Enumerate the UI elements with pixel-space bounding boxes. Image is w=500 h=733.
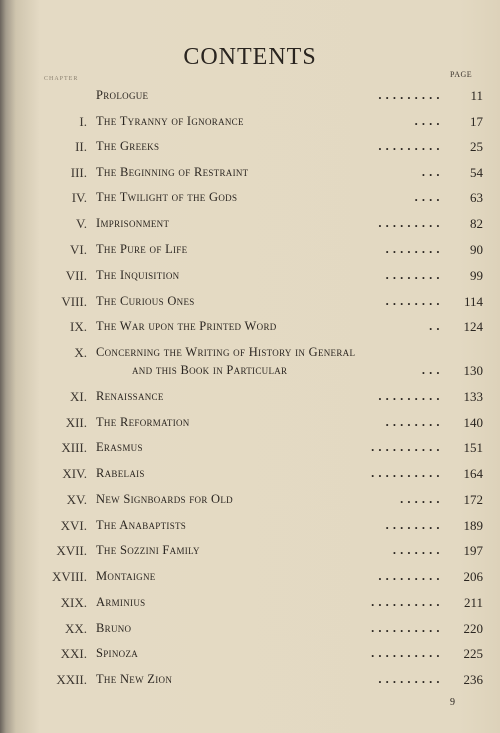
chapter-title: Imprisonment [96, 216, 170, 230]
chapter-number: XXI. [60, 646, 87, 661]
dot-leader: . . . . . . . . . . [371, 440, 440, 454]
chapter-number: XXII. [56, 672, 87, 687]
chapter-number: XX. [64, 621, 87, 636]
chapter-title: Concerning the Writing of History in General [96, 345, 356, 359]
page-reference: 172 [463, 492, 483, 507]
toc-entry [0, 672, 500, 690]
toc-entry [0, 646, 500, 664]
dot-leader: . . . . . . . . [385, 518, 440, 532]
chapter-title: Prologue [96, 88, 149, 102]
chapter-number: IX. [70, 319, 87, 334]
chapter-title: Spinoza [96, 646, 139, 660]
dot-leader: . . . [421, 363, 440, 377]
toc-entry [0, 319, 500, 337]
dot-leader: . . . . . . . . [385, 415, 440, 429]
toc-entry [0, 88, 500, 106]
toc-entry [0, 415, 500, 433]
chapter-title: The Sozzini Family [96, 543, 200, 557]
chapter-title: The Greeks [96, 139, 160, 153]
page-reference: 211 [463, 595, 483, 610]
chapter-number: VII. [65, 268, 87, 283]
dot-leader: . . . . . . . . . [378, 389, 440, 403]
dot-leader: . . . . . . . . . [378, 139, 440, 153]
chapter-number: XI. [70, 389, 87, 404]
chapter-title: Renaissance [96, 389, 164, 403]
dot-leader: . . . . . . . . . . [371, 595, 440, 609]
chapter-number: XVIII. [51, 569, 87, 584]
toc-entry [0, 440, 500, 458]
toc-entry [0, 165, 500, 183]
toc-entry [0, 543, 500, 561]
page-reference: 25 [470, 139, 483, 154]
toc-entry [0, 216, 500, 234]
chapter-title: The Twilight of the Gods [96, 190, 238, 204]
chapter-number: XIII. [61, 440, 87, 455]
chapter-title: Erasmus [96, 440, 143, 454]
dot-leader: . . . . . . . . [385, 268, 440, 282]
page-reference: 90 [470, 242, 483, 257]
dot-leader: . . . . . . . . . . [371, 621, 440, 635]
page-reference: 82 [470, 216, 483, 231]
chapter-number: II. [75, 139, 87, 154]
page-reference: 99 [470, 268, 483, 283]
dot-leader: . . . . [414, 114, 440, 128]
chapter-title: Bruno [96, 621, 132, 635]
toc-entry [0, 621, 500, 639]
chapter-number: XV. [66, 492, 87, 507]
page-reference: 54 [470, 165, 483, 180]
dot-leader: . . . . . . . . [385, 242, 440, 256]
chapter-number: III. [70, 165, 87, 180]
toc-entry [0, 569, 500, 587]
page-reference: 220 [463, 621, 483, 636]
chapter-number: XIV. [62, 466, 87, 481]
chapter-number: VIII. [61, 294, 87, 309]
chapter-title: The Beginning of Restraint [96, 165, 249, 179]
toc-entry [0, 389, 500, 407]
page-reference: 140 [463, 415, 483, 430]
chapter-number: I. [79, 114, 87, 129]
toc-entry [0, 345, 500, 378]
toc-entry [0, 242, 500, 260]
chapter-title: The Curious Ones [96, 294, 195, 308]
page-reference: 236 [463, 672, 483, 687]
chapter-number: XIX. [60, 595, 87, 610]
dot-leader: . . . . . . . . . . [371, 646, 440, 660]
dot-leader: . . . [421, 165, 440, 179]
toc-entry [0, 190, 500, 208]
page-reference: 133 [463, 389, 483, 404]
page-reference: 124 [463, 319, 483, 334]
chapter-title: The Anabaptists [96, 518, 187, 532]
chapter-title: Rabelais [96, 466, 145, 480]
page-title: CONTENTS [183, 44, 317, 70]
chapter-number: IV. [71, 190, 87, 205]
toc-entry [0, 595, 500, 613]
page-reference: 63 [470, 190, 483, 205]
chapter-title: The War upon the Printed Word [96, 319, 277, 333]
chapter-title: The Pure of Life [96, 242, 188, 256]
dot-leader: . . . . . . [400, 492, 440, 506]
page-reference: 164 [463, 466, 483, 481]
dot-leader: . . . . . . . [392, 543, 440, 557]
page-number: 9 [450, 697, 455, 708]
dot-leader: . . . . . . . . . . [371, 466, 440, 480]
toc-entry [0, 114, 500, 132]
dot-leader: . . . . [414, 190, 440, 204]
page-reference: 17 [470, 114, 483, 129]
chapter-column-header: CHAPTER [44, 76, 79, 82]
page-reference: 114 [463, 294, 483, 309]
toc-entry [0, 139, 500, 157]
toc-entry [0, 466, 500, 484]
toc-entry [0, 268, 500, 286]
chapter-number: X. [74, 345, 87, 360]
dot-leader: . . . . . . . . . [378, 569, 440, 583]
chapter-title: The Inquisition [96, 268, 180, 282]
page-reference: 189 [463, 518, 483, 533]
chapter-title: The Reformation [96, 415, 190, 429]
chapter-title: The New Zion [96, 672, 173, 686]
toc-entry [0, 492, 500, 510]
dot-leader: . . [429, 319, 440, 333]
chapter-number: XVII. [56, 543, 87, 558]
chapter-title-continued: and this Book in Particular [132, 363, 288, 377]
page-reference: 225 [463, 646, 483, 661]
chapter-title: The Tyranny of Ignorance [96, 114, 244, 128]
page-column-header: PAGE [450, 70, 473, 79]
dot-leader: . . . . . . . . [385, 294, 440, 308]
chapter-number: V. [76, 216, 87, 231]
dot-leader: . . . . . . . . . [378, 672, 440, 686]
page-reference: 206 [463, 569, 483, 584]
chapter-number: VI. [70, 242, 87, 257]
page-reference: 197 [463, 543, 483, 558]
chapter-title: Montaigne [96, 569, 156, 583]
chapter-title: Arminius [96, 595, 146, 609]
toc-entry [0, 294, 500, 312]
chapter-number: XII. [65, 415, 87, 430]
chapter-number: XVI. [60, 518, 87, 533]
dot-leader: . . . . . . . . . [378, 88, 440, 102]
page-reference: 130 [463, 363, 483, 378]
dot-leader: . . . . . . . . . [378, 216, 440, 230]
chapter-title: New Signboards for Old [96, 492, 233, 506]
page-reference: 11 [470, 88, 483, 103]
toc-entry [0, 518, 500, 536]
page-reference: 151 [463, 440, 483, 455]
